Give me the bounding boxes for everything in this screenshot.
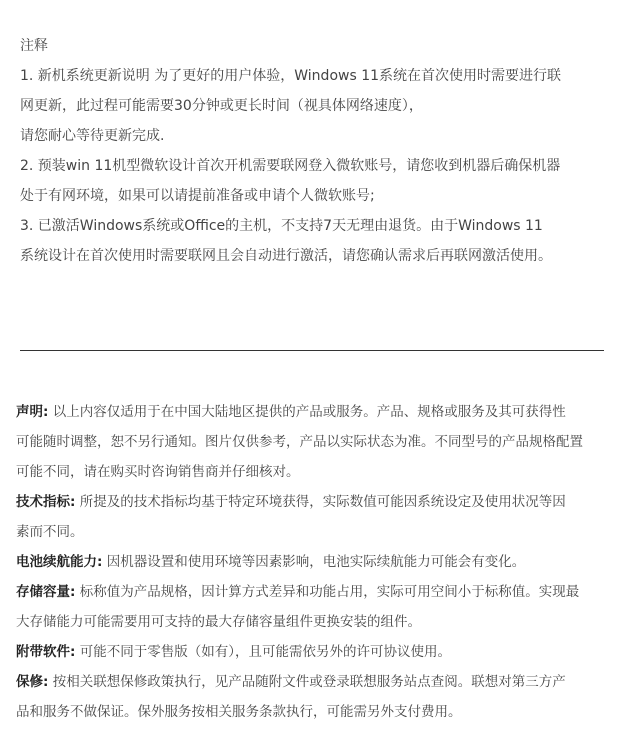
notes-section bbox=[20, 31, 610, 271]
battery-text: 因机器设置和使用环境等因素影响，电池实际续航能力可能会有变化。 bbox=[102, 554, 526, 570]
statement-text: 以上内容仅适用于在中国大陆地区提供的产品或服务。产品、规格或服务及其可获得性 bbox=[48, 404, 566, 420]
software-line bbox=[16, 637, 616, 667]
software-text: 可能不同于零售版（如有），且可能需依另外的许可协议使用。 bbox=[75, 644, 451, 660]
specs-line: 素而不同。 bbox=[16, 524, 84, 540]
warranty-text: 按相关联想保修政策执行，见产品随附文件或登录联想服务站点查阅。联想对第三方产 bbox=[48, 674, 566, 690]
storage-line bbox=[16, 577, 616, 607]
statement-term: 声明: bbox=[16, 404, 49, 420]
storage-text: 标称值为产品规格，因计算方式差异和功能占用，实际可用空间小于标称值。实现最 bbox=[75, 584, 580, 600]
statement-line bbox=[16, 397, 616, 427]
storage-term: 存储容量: bbox=[16, 584, 76, 600]
specs-line bbox=[16, 487, 616, 517]
note-line: 处于有网环境，如果可以请提前准备或申请个人微软账号; bbox=[20, 188, 375, 204]
warranty-line bbox=[16, 667, 616, 697]
storage-line: 大存储能力可能需要用可支持的最大存储容量组件更换安装的组件。 bbox=[16, 614, 421, 630]
section-divider bbox=[20, 350, 604, 351]
battery-line bbox=[16, 547, 616, 577]
specs-term: 技术指标: bbox=[16, 494, 76, 510]
statement-line: 可能随时调整，恕不另行通知。图片仅供参考，产品以实际状态为准。不同型号的产品规格配置 bbox=[16, 434, 583, 450]
software-term: 附带软件: bbox=[16, 644, 76, 660]
note-line: 系统设计在首次使用时需要联网且会自动进行激活，请您确认需求后再联网激活使用。 bbox=[20, 248, 552, 264]
note-line: 2. 预装win 11机型微软设计首次开机需要联网登入微软账号，请您收到机器后确保机器 bbox=[20, 158, 561, 174]
note-line: 网更新，此过程可能需要30分钟或更长时间（视具体网络速度）， bbox=[20, 98, 423, 114]
note-line: 3. 已激活Windows系统或Office的主机，不支持7天无理由退货。由于Windows 11 bbox=[20, 218, 543, 234]
disclaimers-section bbox=[16, 397, 616, 727]
warranty-line: 品和服务不做保证。保外服务按相关服务条款执行，可能需另外支付费用。 bbox=[16, 704, 462, 720]
note-line: 请您耐心等待更新完成. bbox=[20, 128, 165, 144]
battery-term: 电池续航能力: bbox=[16, 554, 103, 570]
specs-text: 所提及的技术指标均基于特定环境获得，实际数值可能因系统设定及使用状况等因 bbox=[75, 494, 566, 510]
notes-heading: 注释 bbox=[20, 38, 48, 54]
warranty-term: 保修: bbox=[16, 674, 49, 690]
note-line: 1. 新机系统更新说明 为了更好的用户体验，Windows 11系统在首次使用时需要进行联 bbox=[20, 68, 562, 84]
statement-line: 可能不同，请在购买时咨询销售商并仔细核对。 bbox=[16, 464, 300, 480]
